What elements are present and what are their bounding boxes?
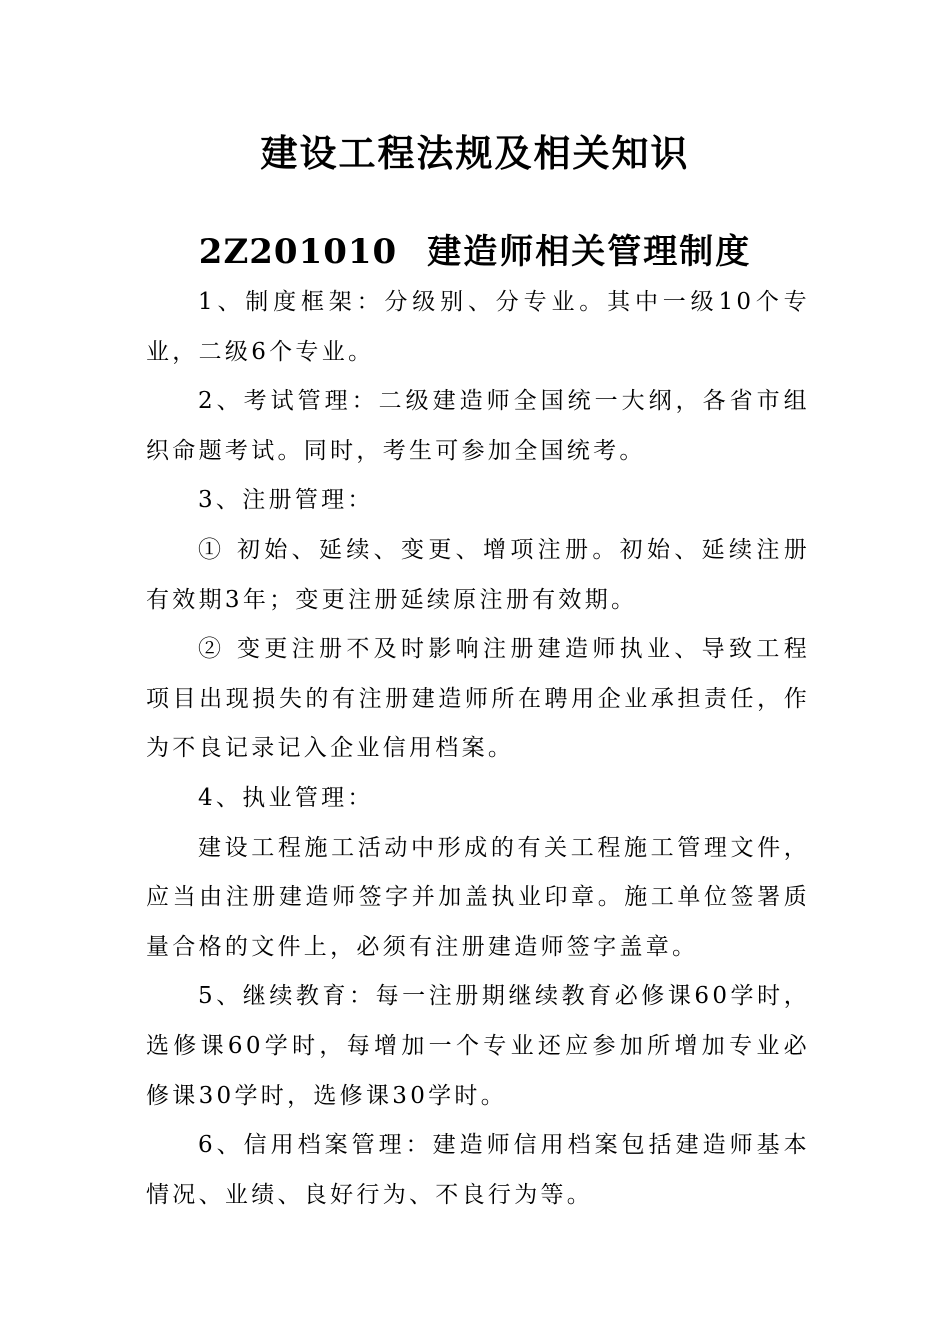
paragraph-credit-records: 6、信用档案管理：建造师信用档案包括建造师基本情况、业绩、良好行为、不良行为等。 (146, 1132, 810, 1208)
section-heading (0, 228, 950, 276)
paragraph-practice-heading: 4、执业管理： (198, 784, 374, 811)
document-body (146, 278, 810, 1220)
paragraph-practice-content: 建设工程施工活动中形成的有关工程施工管理文件，应当由注册建造师签字并加盖执业印章。施工单位签署质量合格的文件上，必须有注册建造师签字盖章。 (146, 834, 810, 960)
paragraph-registration-item-2: ② 变更注册不及时影响注册建造师执业、导致工程项目出现损失的有注册建造师所在聘用企业承担责任，作为不良记录记入企业信用档案。 (146, 636, 810, 762)
section-name: 建造师相关管理制度 (427, 232, 752, 272)
section-code: 2Z201010 (198, 232, 398, 272)
paragraph-system-framework: 1、制度框架：分级别、分专业。其中一级10个专业，二级6个专业。 (146, 289, 810, 365)
paragraph-exam-management: 2、考试管理：二级建造师全国统一大纲，各省市组织命题考试。同时，考生可参加全国统考。 (146, 388, 810, 464)
document-title: 建设工程法规及相关知识 (260, 131, 690, 175)
paragraph-registration-item-1: ① 初始、延续、变更、增项注册。初始、延续注册有效期3年；变更注册延续原注册有效期。 (146, 536, 810, 613)
paragraph-registration-heading: 3、注册管理： (198, 487, 374, 514)
paragraph-continuing-education: 5、继续教育：每一注册期继续教育必修课60学时，选修课60学时，每增加一个专业还应参加所增加专业必修课30学时，选修课30学时。 (146, 983, 810, 1109)
